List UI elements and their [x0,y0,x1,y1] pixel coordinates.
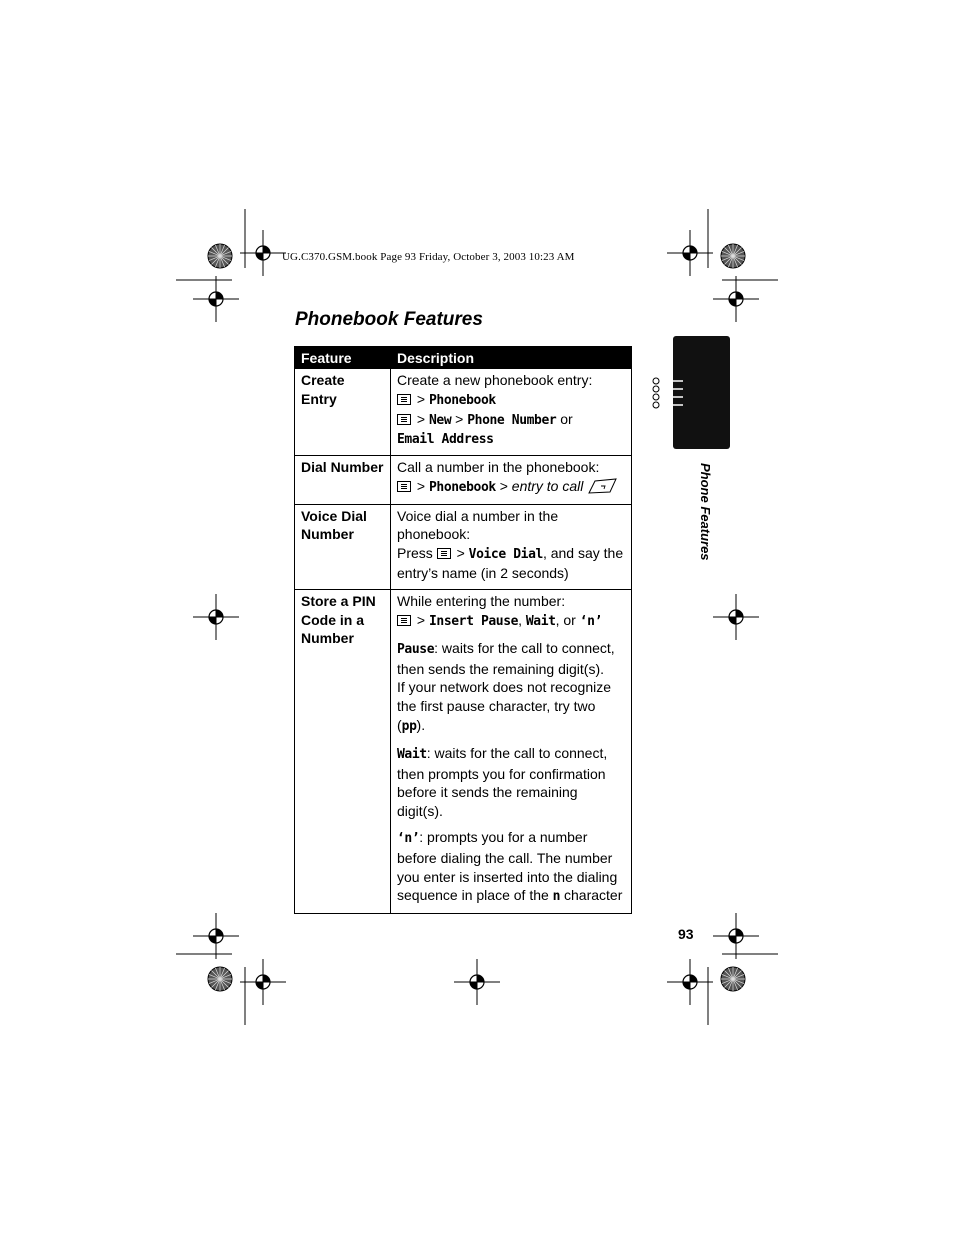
table-row [295,589,632,913]
feature-voice-dial-number: Voice Dial Number [295,504,391,589]
menu-key-icon [397,414,411,425]
feature-create-entry: Create Entry [295,369,391,456]
header-description: Description [391,347,632,369]
header-feature: Feature [295,347,391,369]
chapter-label: Phone Features [698,463,713,561]
table-row [295,504,632,589]
description-cell: Create a new phonebook entry: > Phonebook > New > Phone Number or Email Address [391,369,632,456]
menu-key-icon [397,615,411,626]
table-row [295,369,632,456]
table-row [295,456,632,504]
menu-key-icon [397,481,411,492]
feature-store-pin-code: Store a PIN Code in a Number [295,589,391,913]
feature-dial-number: Dial Number [295,456,391,504]
section-title: Phonebook Features [295,309,483,330]
menu-key-icon [397,394,411,405]
description-cell: Voice dial a number in the phonebook: Press > Voice Dial, and say the entry’s name (in 2 seconds) [391,504,632,589]
menu-key-icon [437,548,451,559]
send-key-icon [587,478,617,494]
description-cell: Call a number in the phonebook: > Phonebook > entry to call [391,456,632,504]
description-cell: While entering the number: > Insert Pause, Wait, or ‘n’ Pause: waits for the call to connect, then sends the remaining digit(s). If your network does not recognize the first pause character, try two (pp). Wait: waits for the call to connect, then prompts you for confirmation before it sends the remaining digit(s). ‘n’: prompts you for a number before dialing the call. The number you enter is inserted into the dialing sequence in place of the n character [391,589,632,913]
pause-explanation: Pause: waits for the call to connect, then sends the remaining digit(s). If your network does not recognize the first pause character, try two (pp). [397,640,615,734]
print-header: UG.C370.GSM.book Page 93 Friday, October 3, 2003 10:23 AM [282,251,575,263]
wait-explanation: Wait: waits for the call to connect, then prompts you for confirmation before it sends the remaining digit(s). [397,745,608,819]
n-explanation: ‘n’: prompts you for a number before dialing the call. The number you enter is inserted into the dialing sequence in place of the n character [397,829,623,905]
features-table [294,346,632,914]
table-header-row [295,347,632,369]
page-number: 93 [678,926,694,942]
list-bullets-icon [652,377,688,411]
